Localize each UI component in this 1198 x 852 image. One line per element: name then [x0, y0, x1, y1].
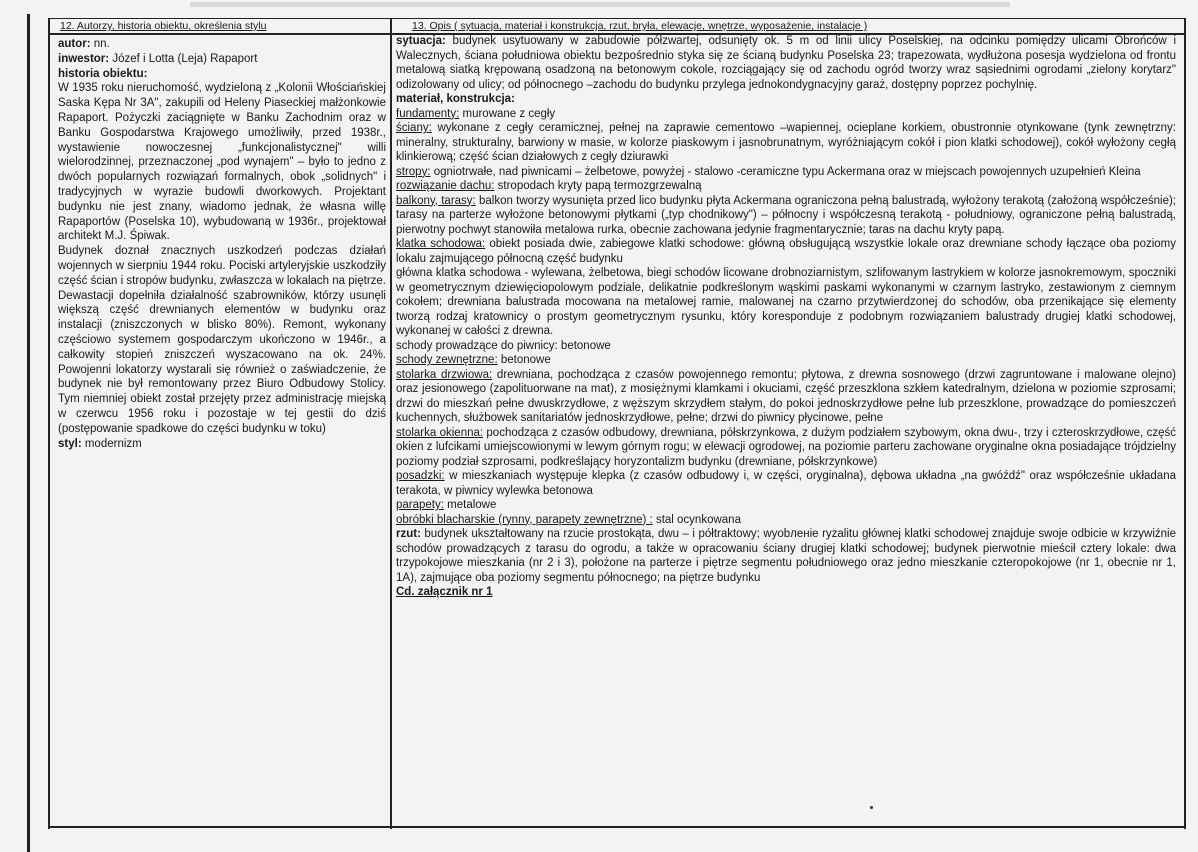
- styl-value: modernizm: [81, 437, 142, 450]
- sciany-paragraph: [396, 121, 1176, 165]
- inwestor-value: Józef i Lotta (Leja) Rapaport: [109, 52, 258, 65]
- obrobki-label: obróbki blacharskie (rynny, parapety zewnętrzne) :: [396, 513, 653, 526]
- schody-zewnetrzne-text: betonowe: [497, 354, 551, 366]
- dach-text: stropodach kryty papą termozgrzewalną: [494, 180, 702, 192]
- stropy-text: ogniotrwałe, nad piwnicami – żelbetowe, powyżej - stalowo -ceramiczne typu Ackermana oraz w miejscach powojennych uzupełnień Kleina: [430, 165, 1141, 178]
- header-right: 13. Opis ( sytuacja, materiał i konstrukcja, rzut, bryła, elewacje, wnętrze, wyposażenie, instalacje ): [412, 20, 868, 32]
- schody-piwnica-line: schody prowadzące do piwnicy: betonowe: [396, 339, 611, 352]
- autor-value: nn.: [90, 38, 110, 50]
- autor-label: autor:: [58, 38, 91, 50]
- parapety-label: parapety:: [396, 499, 444, 511]
- right-column: [396, 34, 1176, 600]
- dach-label: rozwiązanie dachu:: [396, 180, 495, 192]
- fundamenty-label: fundamenty:: [396, 107, 460, 120]
- historia-paragraph-2: Budynek doznał znacznych uszkodzeń podczas działań wojennych w sierpniu 1944 roku. Pociski artyleryjskie uszkodziły część ścian i stropów budynku, zwłaszcza w lokalach na piętrze. Dewastacji dopełniła działalność szabrowników, którzy usunęli większą część drewnianych elementów w budynku oraz instalacji (zniszczonych w blisko 80%). Remont, wykonany częściowo systemem gospodarczym ukończono w 1946r., a całkowity stopień zniszczeń wyszacowano na ok. 24%. Powojenni lokatorzy wystarali się również o zaświadczenie, że budynek nie był remontowany przez Biuro Odbudowy Stolicy. Tym niemniej obiekt został przejęty przez administrację miejską w czerwcu 1956 roku i pozostaje w tej gestii do dziś (postępowanie spadkowe do części budynku w toku): [58, 245, 386, 435]
- okna-text: pochodząca z czasów odbudowy, drewniana, półskrzynkowa, z dużym podziałem szybowym, okna dwu-, trzy i czteroskrzydłowe, część okien z lufcikami umiejscowionymi w lewym górnym rogu; w elewacji ogrodowej, na poziomie parteru zachowane oryginalne okna posiadające trójdzielny poziomy podział szprosami, podkreślający horyzontalizm budynku (drewniane, półskrzynkowe): [396, 426, 1176, 468]
- drzwi-text: drewniana, pochodząca z czasów powojennego remontu; płytowa, z drewna sosnowego (drzwi zagruntowane i malowane olejno) oraz jesionowego (zapolituorwane na mat), z mosiężnymi klamkami i okuciami, część przeszklona szkłem katedralnym, dzielona w poziomie szprosami; drzwi do mieszkań pełne dwuskrzydłowe, z węższym skrzydłem stałym, do pokoi jednoskrzydłowe pełne lub przeszklone, prowadzące do pomieszczeń kuchennych, służbowek sanitariatów jednoskrzydłowe, pełne; drzwi do piwnicy płycinowe, pełne: [396, 368, 1176, 424]
- drzwi-label: stolarka drzwiowa:: [396, 368, 493, 381]
- stropy-label: stropy:: [396, 165, 431, 178]
- okna-paragraph: [396, 426, 1176, 470]
- historia-paragraph-1: W 1935 roku nieruchomość, wydzieloną z „Kolonii Włościańskiej Saska Kępa Nr 3A", zakupili od Heleny Piaseckiej małżonkowie Rapaport. Pożyczki zaciągnięte w Banku Zachodnim oraz w Banku Gospodarstwa Krajowego umożliwiły, przed 1938r., wystawienie nowoczesnej „funkcjonalistycznej" willi wielorodzinnej, przeznaczonej „pod wynajem" – było to jedno z dwóch popularnych rozwiązań formalnych, obok „solidnych" i tradycyjnych w wyrazie budowli dworkowych. Projektant budynku nie jest znany, wiadomo jednak, że własna willę Rapaportów (Poselska 10), wybudowaną w 1936r., projektował architekt M.J. Śpiwak.: [58, 82, 386, 243]
- okna-label: stolarka okienna:: [396, 426, 484, 439]
- rzut-label: rzut:: [396, 528, 421, 540]
- balkony-paragraph: [396, 194, 1176, 238]
- stropy-paragraph: [396, 165, 1176, 180]
- dach-line: [396, 179, 1176, 194]
- posadzki-text: w mieszkaniach występuje klepka (z czasów odbudowy i, w części, oryginalna), dębowa układna „na gwóźdź" oraz współcześnie układana terakota, w piwnicy wylewka betonowa: [396, 470, 1176, 497]
- balkony-label: balkony, tarasy:: [396, 194, 476, 207]
- klatka-paragraph: [396, 237, 1176, 266]
- fundamenty-line: [396, 107, 1176, 122]
- klatka-label: klatka schodowa:: [396, 238, 486, 250]
- rzut-paragraph: [396, 527, 1176, 585]
- sytuacja-label: sytuacja:: [396, 35, 446, 47]
- balkony-text: balkon tworzy wysunięta przed lico budynku płyta Ackermana ograniczona pełną balustradą, wyłożony terakotą (założoną współcześnie); tarasy na parterze wyłożone betonowymi płytkami („typ chodnikowy") – północny i współczesną terakotą - południowy, ograniczone pełną balustradą, pierwotny pochwyt stanowiła metalowa rurka, obecnie zachowana jedynie fragmentarycznie; taras na dachu kryty papą.: [396, 194, 1176, 236]
- scan-dot: [870, 806, 873, 809]
- drzwi-paragraph: [396, 368, 1176, 426]
- inwestor-label: inwestor:: [58, 52, 110, 65]
- obrobki-line: [396, 513, 1176, 528]
- table-bottom-line: [48, 826, 1184, 828]
- left-column: [58, 37, 386, 451]
- continuation-note: Cd. załącznik nr 1: [396, 586, 493, 598]
- obrobki-text: stal ocynkowana: [652, 513, 741, 526]
- klatka-text: obiekt posiada dwie, zabiegowe klatki schodowe: główną obsługującą wszystkie lokale oraz drewniane schody łączące oba poziomy lokalu zajmującego północną część budynku: [396, 238, 1176, 265]
- sytuacja-text: budynek usytuowany w zabudowie półzwartej, odsunięty ok. 5 m od linii ulicy Poselskiej, na odcinku pomiędzy ulicami Obrońców i Walecznych, ściana południowa obiektu bezpośrednio styka się ze ścianą budynku Poselska 23; trapezowata, wydłużona posesja wydzielona od frontu metalową siatką krępowaną osadzoną na betonowym cokole, rozciągający się od zachodu ogród tworzy wraz sąsiednimi ogrodami „zielony korytarz" odizolowany od ulicy; od północnego –zachodu do budynku przylega jednokondygnacyjny garaż, dostępny poprzez pochylnię.: [396, 35, 1176, 91]
- schody-zewnetrzne-label: schody zewnętrzne:: [396, 354, 498, 366]
- inwestor-line: [58, 52, 386, 67]
- historia-label: historia obiektu:: [58, 67, 148, 80]
- header-row: [50, 19, 1184, 35]
- parapety-line: [396, 498, 1176, 513]
- material-label: materiał, konstrukcja:: [396, 93, 515, 105]
- klatka-glowna-paragraph: główna klatka schodowa - wylewana, żelbetowa, biegi schodów licowane drobnoziarnistym, szlifowanym lastrykiem w kolorze jasnokremowym, spoczniki w geometrycznym dziewięciopolowym podziale, delikatnie podkreślonym wąskimi paskami wykonanymi w czarnym lastryko, zestawionym z ciemnym cokołem; drewniana balustrada mocowana na metalowej ramie, malowanej na czarno przytwierdzonej do schodów, oba przenikające się elementy tworzą rodzaj kratownicy o prostym geometrycznym rysunku, który koresponduje z podobnym rozwiązaniem balustrady drugiej klatki schodowej, wykonanej w całości z drewna.: [396, 267, 1176, 337]
- binding-edge: [27, 14, 30, 852]
- schody-zewnetrzne-line: [396, 353, 1176, 368]
- scan-top-mark: [190, 2, 1010, 7]
- autor-line: [58, 37, 386, 52]
- styl-line: [58, 437, 386, 452]
- parapety-text: metalowe: [443, 499, 497, 511]
- posadzki-label: posadzki:: [396, 470, 445, 482]
- sciany-label: ściany:: [396, 122, 432, 134]
- sciany-text: wykonane z cegły ceramicznej, pełnej na zaprawie cementowo –wapiennej, ocieplane korkiem, obustronnie otynkowane (tynk zewnętrzny: mineralny, strukturalny, barwiony w masie, w kolorze piaskowym i jasnobrunatnym, wyróżniającym cokół i pion klatki schodowej), cokół wyłożony cegłą klinkierową; część ścian działowych z cegły dziurawki: [396, 122, 1176, 163]
- form-table: [48, 18, 1186, 829]
- column-divider: [390, 19, 392, 829]
- header-left: 12. Autorzy, historia obiektu, określenia stylu: [60, 20, 267, 32]
- fundamenty-text: murowane z cegły: [459, 107, 556, 120]
- sytuacja-paragraph: [396, 34, 1176, 92]
- styl-label: styl:: [58, 437, 82, 450]
- posadzki-paragraph: [396, 469, 1176, 498]
- rzut-text: budynek ukształtowany na rzucie prostokąta, dwu – i półtraktowy; wyobленie ryzalitu głównej klatki schodowej znajduje swoje odbicie w krzywiźnie schodów prowadzących z tarasu do ogrodu, a także w opracowaniu ściany drugiej klatki schodowej; budynek pierwotnie mieścił cztery lokale: dwa trzypokojowe mieszkania (nr 2 i 3), położone na parterze i piętrze segmentu południowego oraz jedno mieszkanie czteropokojowe (nr 1, obecnie nr 1, 1A), zajmujące oba poziomy segmentu północnego; na piętrze budynku: [396, 528, 1176, 584]
